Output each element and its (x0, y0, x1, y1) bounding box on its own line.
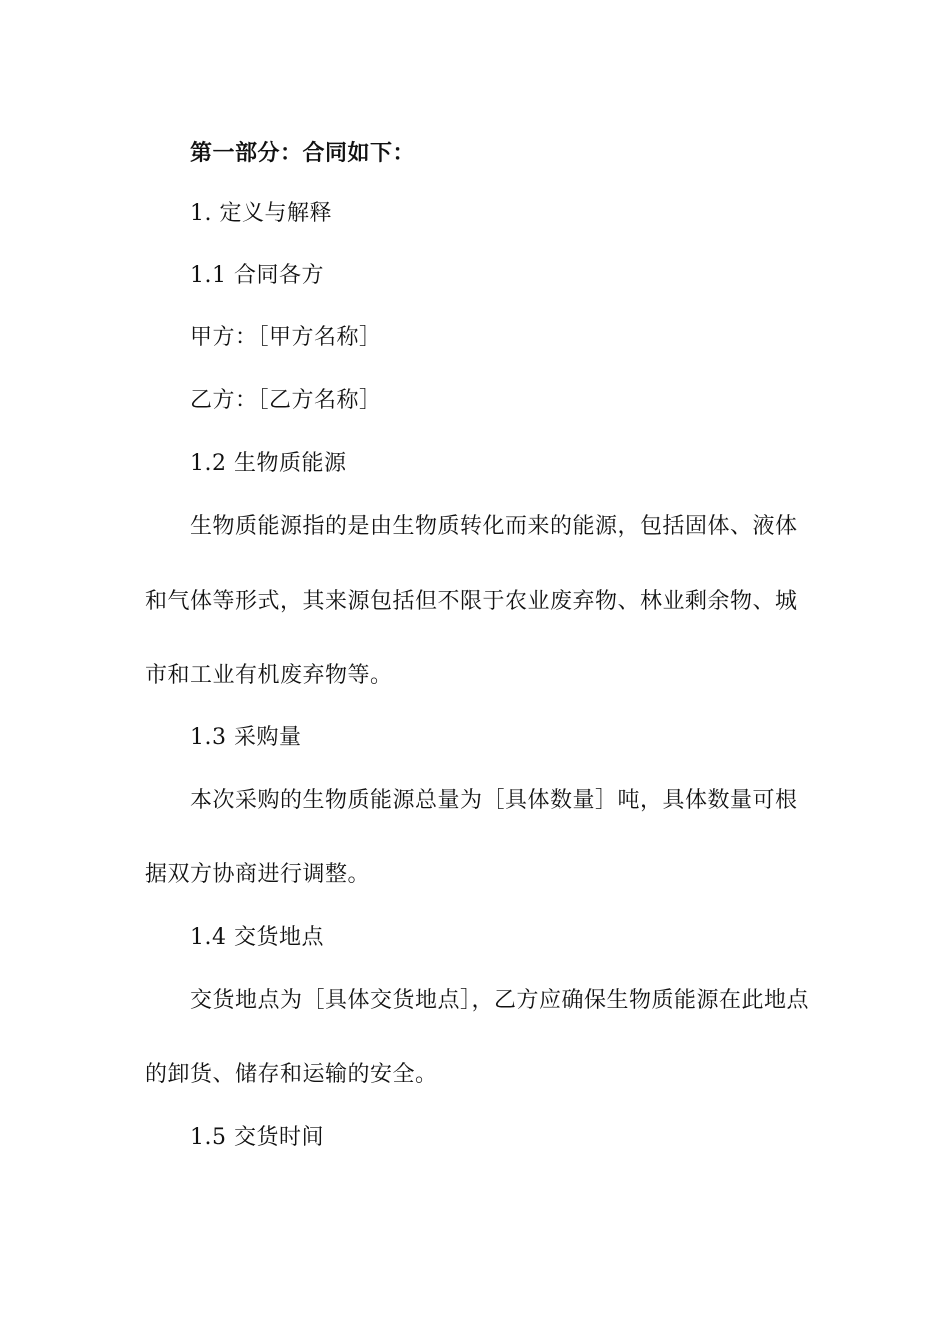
section-1-4-paragraph-line-2: 的卸货、储存和运输的安全。 (145, 1062, 438, 1087)
section-1-3-paragraph-line-1: 本次采购的生物质能源总量为［具体数量］吨，具体数量可根 (190, 788, 798, 813)
party-a-line: 甲方：［甲方名称］ (190, 325, 382, 350)
section-1-1-title: 1.1 合同各方 (190, 263, 324, 288)
section-heading: 第一部分：合同如下： (190, 140, 416, 166)
section-1-2-paragraph-line-1: 生物质能源指的是由生物质转化而来的能源，包括固体、液体 (190, 514, 798, 539)
section-1-2-title: 1.2 生物质能源 (190, 451, 347, 476)
section-1-3-title: 1.3 采购量 (190, 725, 302, 750)
section-1-title: 1. 定义与解释 (190, 201, 332, 226)
section-1-2-paragraph-line-2: 和气体等形式，其来源包括但不限于农业废弃物、林业剩余物、城 (145, 589, 798, 614)
party-b-line: 乙方：［乙方名称］ (190, 388, 382, 413)
section-1-5-title: 1.5 交货时间 (190, 1125, 324, 1150)
section-1-3-paragraph-line-2: 据双方协商进行调整。 (145, 862, 371, 887)
section-1-2-paragraph-line-3: 市和工业有机废弃物等。 (145, 663, 393, 688)
section-1-4-title: 1.4 交货地点 (190, 925, 324, 950)
section-1-4-paragraph-line-1: 交货地点为［具体交货地点］，乙方应确保生物质能源在此地点 (190, 988, 810, 1013)
